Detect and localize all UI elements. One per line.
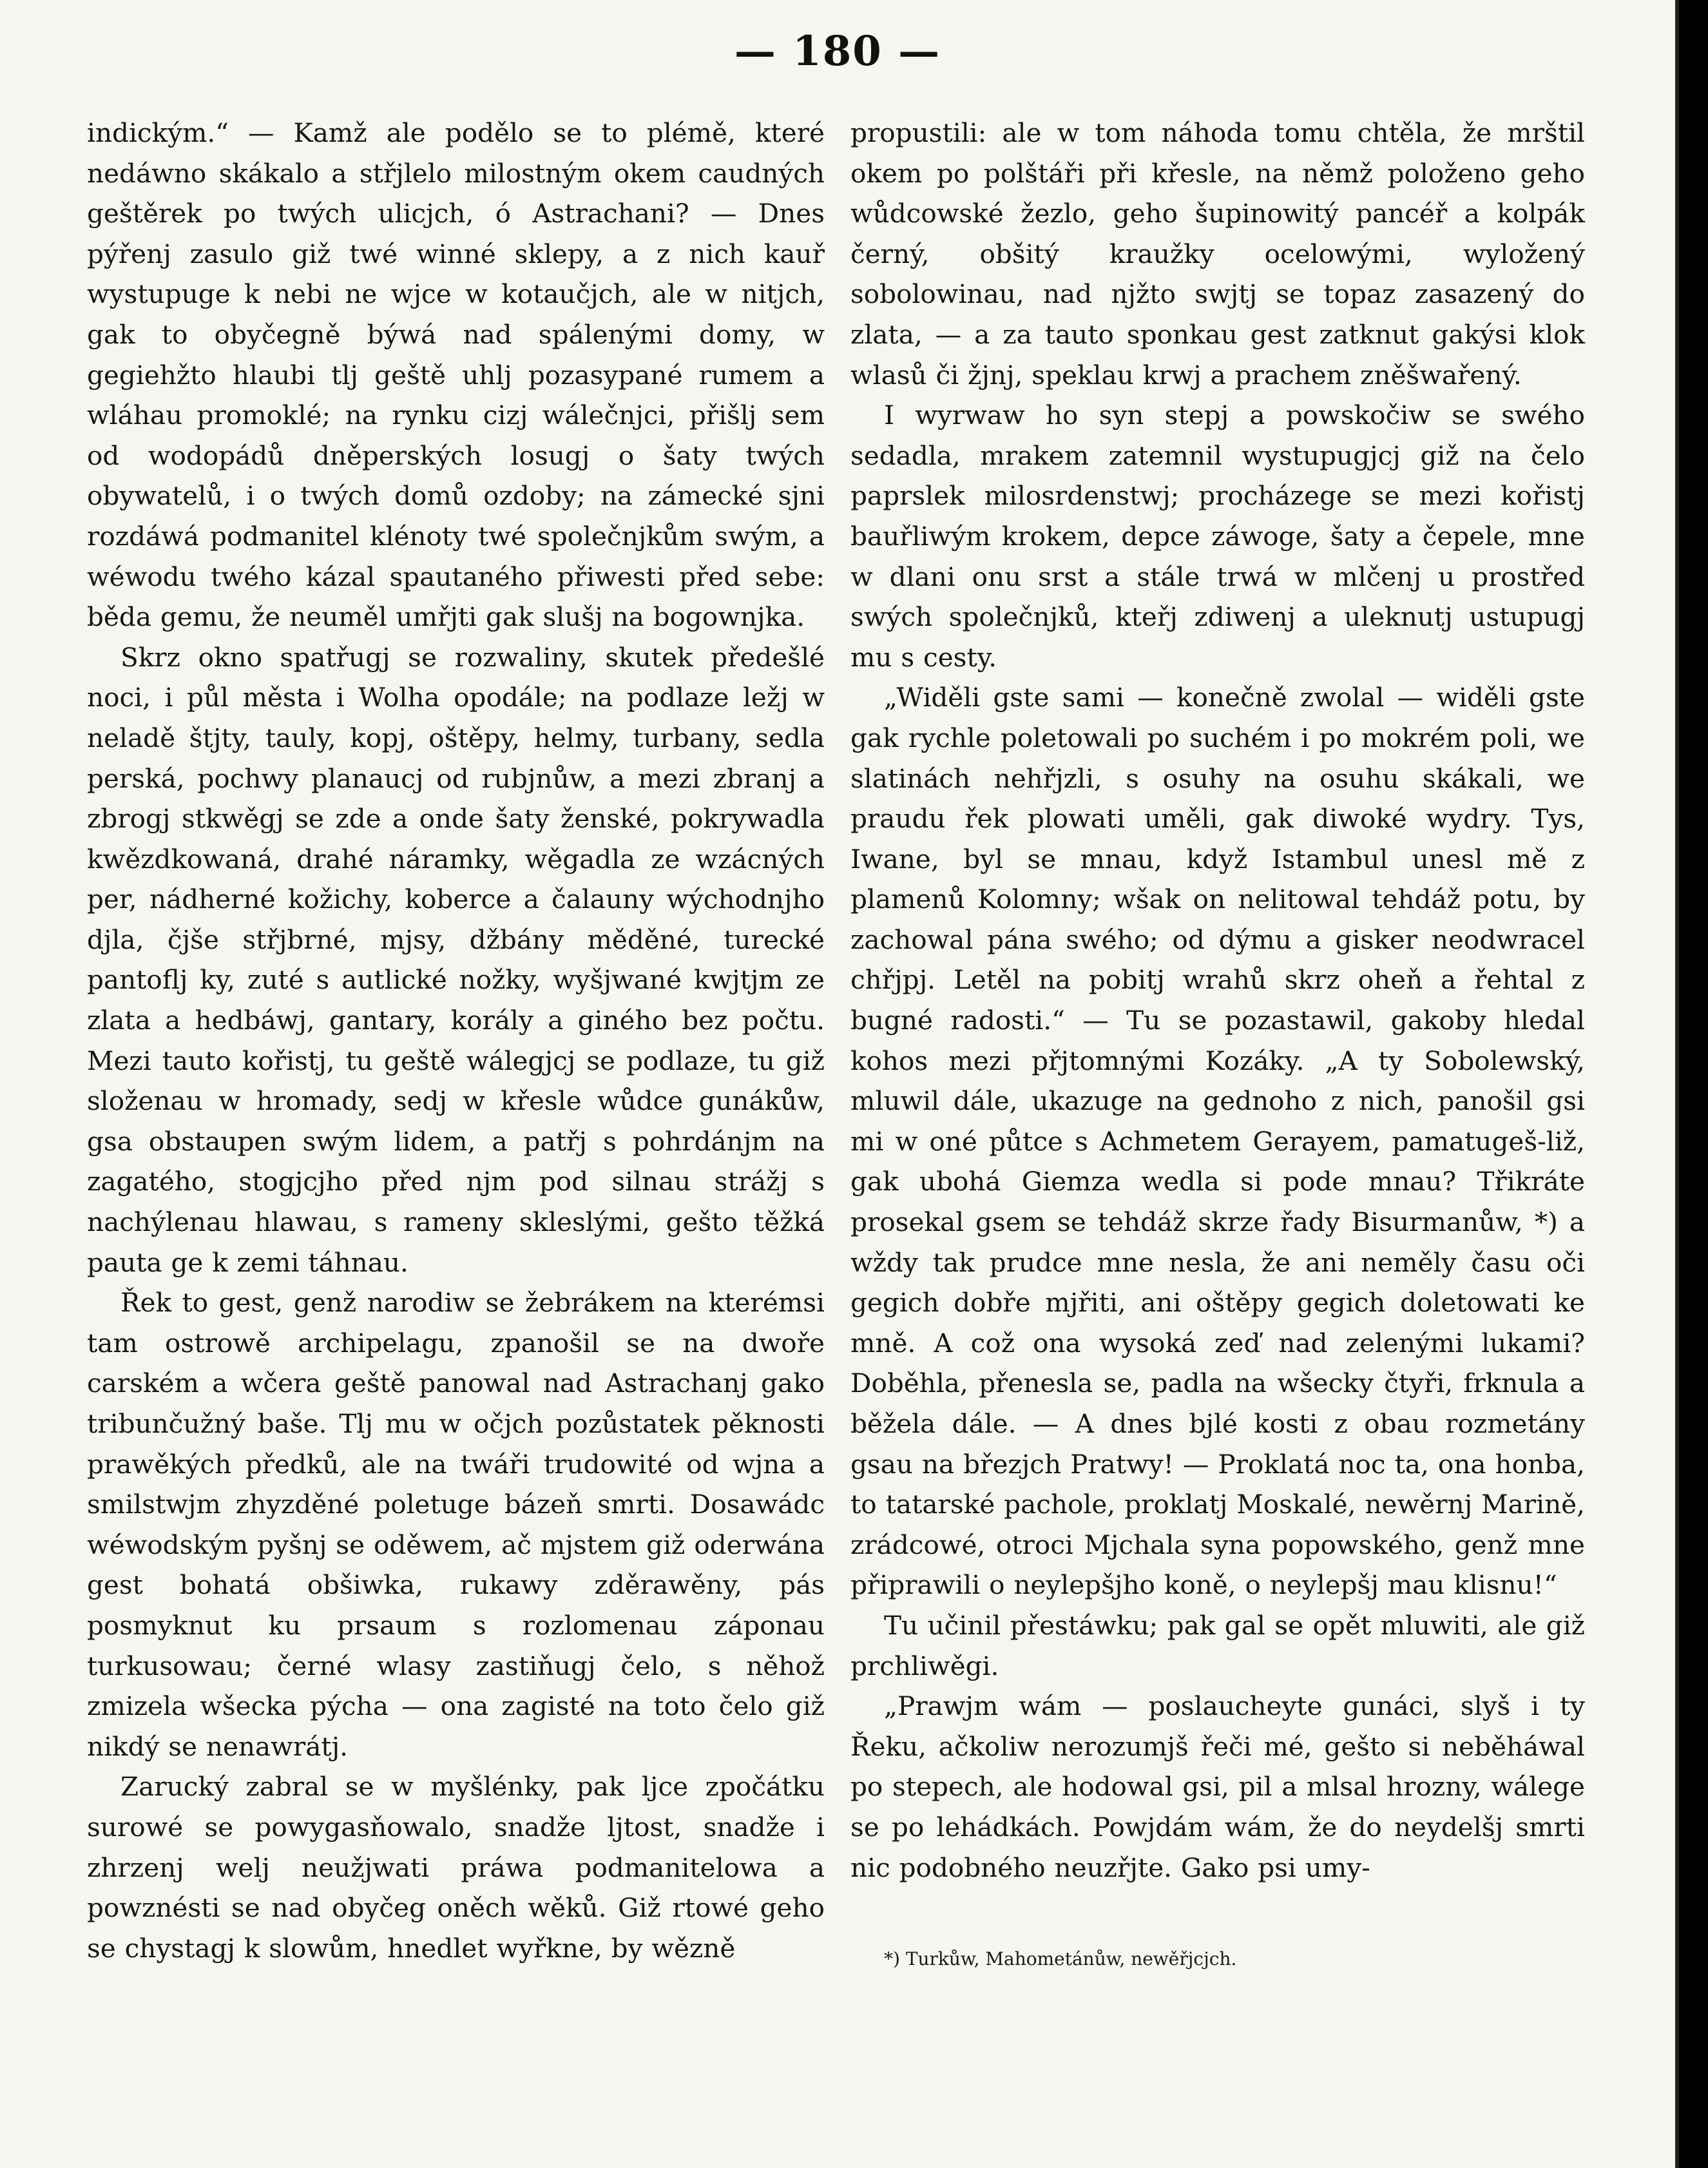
paragraph: Zarucký zabral se w myšlénky, pak ljce zpočátku surowé se powygasňowalo, snadže ljtost, snadže i zhrzenj welj neužjwati práwa podmanitelowa a powznésti se nad obyčeg oněch wěků. Giž rtowé geho se chystagj k slowům, hnedlet wyřkne, by wězně [87,1771,825,1964]
paragraph: „Prawjm wám — poslaucheyte gunáci, slyš i ty Řeku, ačkoliw nerozumjš řeči mé, gešto si neběháwal po stepech, ale hodowal gsi, pil a mlsal hrozny, wálege se po lehádkách. Powjdám wám, že do neydelšj smrti nic podobného neuzřjte. Gako psi umy- [850,1690,1585,1883]
paragraph: indickým.“ — Kamž ale podělo se to plémě, které nedáwno skákalo a střjlelo milostným okem caudných geštěrek po twých ulicjch, ó Astrachani? — Dnes pýřenj zasulo giž twé winné sklepy, a z nich kauř wystupuge k nebi ne wjce w kotaučjch, ale w nitjch, gak to obyčegně býwá nad spálenými domy, w gegiehžto hlaubi tlj geště uhlj pozasypané rumem a wláhau promoklé; na rynku cizj wálečnjci, přišlj sem od wodopádů dněperských losugj o šaty twých obywatelů, i o twých domů ozdoby; na zámecké sjni rozdáwá podmanitel klénoty twé společnjkům swým, a wéwodu twého kázal spautaného přiwesti před sebe: běda gemu, že neuměl umřjti gak slušj na bogownjka. [87,117,825,633]
scan-border [1679,0,1708,2168]
paragraph: propustili: ale w tom náhoda tomu chtěla, že mrštil okem po polštáři při křesle, na němž položeno geho wůdcowské žezlo, geho šupinowitý pancéř a kolpák černý, obšitý kraužky ocelowými, wyložený sobolowinau, nad njžto swjtj se topaz zasazený do zlata, — a za tauto sponkau gest zatknut gakýsi klok wlasů či žjnj, speklau krwj a prachem zněšwařený. [850,117,1585,391]
paragraph: Tu učinil přestáwku; pak gal se opět mluwiti, ale giž prchliwěgi. [850,1609,1585,1681]
paragraph: Skrz okno spatřugj se rozwaliny, skutek předešlé noci, i půl města i Wolha opodále; na podlaze ležj w neladě štjty, tauly, kopj, oštěpy, helmy, turbany, sedla perská, pochwy planaucj od rubjnůw, a mezi zbranj a zbrogj stkwěgj se zde a onde šaty ženské, pokrywadla kwězdkowaná, drahé náramky, wěgadla ze wzácných per, nádherné kožichy, koberce a čalauny wýchodnjho djla, čjše střjbrné, mjsy, džbány měděné, turecké pantoflj ky, zuté s autlické nožky, wyšjwané kwjtjm ze zlata a hedbáwj, gantary, korály a giného bez počtu. Mezi tauto kořistj, tu geště wálegjcj se podlaze, tu giž složenau w hromady, sedj w křesle wůdce gunákůw, gsa obstaupen swým lidem, a patřj s pohrdánjm na zagatého, stogjcjho před njm pod silnau strážj s nachýlenau hlawau, s rameny skleslými, gešto těžká pauta ge k zemi táhnau. [87,641,825,1278]
paragraph: „Widěli gste sami — konečně zwolal — widěli gste gak rychle poletowali po suchém i po mokrém poli, we slatinách nehřjzli, s osuhy na osuhu skákali, we praudu řek plowati uměli, gak diwoké wydry. Tys, Iwane, byl se mnau, když Istambul unesl mě z plamenů Kolomny; wšak on nelitowal tehdáž potu, by zachowal pána swého; od dýmu a gisker neodwracel chřjpj. Letěl na pobitj wrahů skrz oheň a řehtal z bugné radosti.“ — Tu se pozastawil, gakoby hledal kohos mezi přjtomnými Kozáky. „A ty Sobolewský, mluwil dále, ukazuge na gednoho z nich, panošil gsi mi w oné půtce s Achmetem Gerayem, pamatugeš-liž, gak ubohá Giemza wedla si pode mnau? Třikráte prosekal gsem se tehdáž skrze řady Bisurmanůw, *) a wždy tak prudce mne nesla, že ani neměly času oči gegich dobře mjřiti, ani oštěpy gegich doletowati ke mně. A což ona wysoká zeď nad zelenými lukami? Doběhla, přenesla se, padla na wšecky čtyři, frknula a běžela dále. — A dnes bjlé kosti z obau rozmetány gsau na březjch Pratwy! — Proklatá noc ta, ona honba, to tatarské pachole, proklatj Moskalé, newěrnj Marině, zrádcowé, otroci Mjchala syna popowského, genž mne připrawili o neylepšjho koně, o neylepšj mau klisnu!“ [850,682,1585,1601]
paragraph: Řek to gest, genž narodiw se žebrákem na kterémsi tam ostrowě archipelagu, zpanošil se na dwoře carském a wčera geště panowal nad Astrachanj gako tribunčužný baše. Tlj mu w očjch pozůstatek pěknosti prawěkých předků, ale na twáři trudowité od wjna a smilstwjm zhyzděné poletuge bázeň smrti. Dosawádc wéwodským pyšnj se oděwem, ač mjstem giž oderwána gest bohatá obšiwka, rukawy zděrawěny, pás posmyknut ku prsaum s rozlomenau záponau turkusowau; černé wlasy zastiňugj čelo, s něhož zmizela wšecka pýcha — ona zagisté na toto čelo giž nikdý se nenawrátj. [87,1287,825,1762]
left-column [87,113,825,1968]
footnote-area [850,1946,1585,1972]
footnote: *) Turkůw, Mahometánůw, newěřjcjch. [884,1948,1237,1970]
right-column [850,113,1585,1888]
paragraph: I wyrwaw ho syn stepj a powskočiw se swého sedadla, mrakem zatemnil wystupugjcj giž na čelo paprslek milosrdenstwj; procházege se mezi kořistj bauřliwým krokem, depce záwoge, šaty a čepele, mne w dlani onu srst a stále trwá w mlčenj u prostřed swých společnjků, kteřj zdiwenj a uleknutj ustupugj mu s cesty. [850,400,1585,673]
page-number: — 180 — [734,27,941,75]
